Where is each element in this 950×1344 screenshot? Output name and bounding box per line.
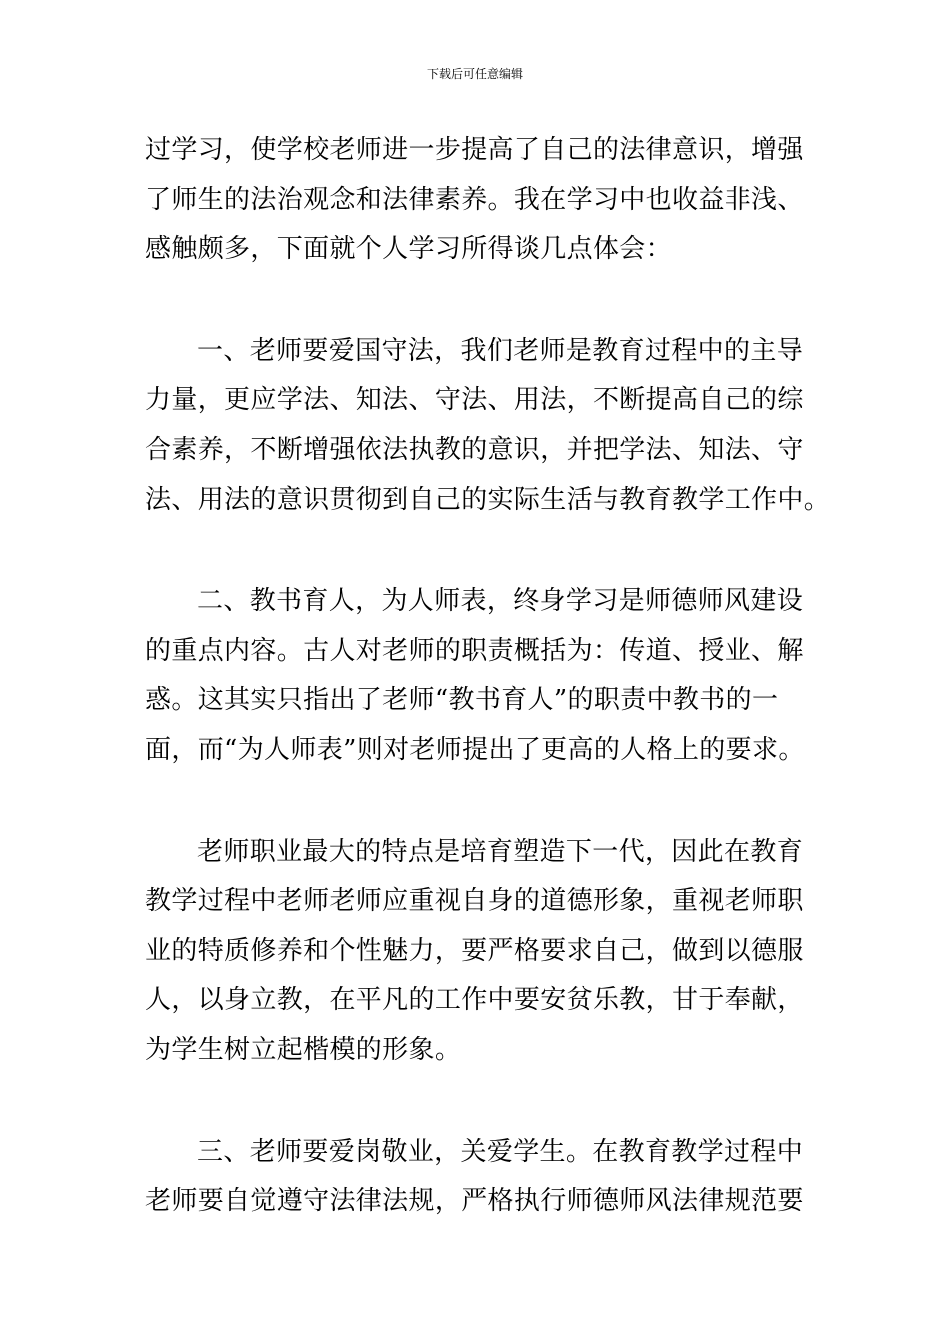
text-line: 老师职业最大的特点是培育塑造下一代，因此在教育 (197, 836, 804, 867)
document-body (145, 126, 831, 1227)
text-line: 力量，更应学法、知法、守法、用法，不断提高自己的综 (145, 385, 804, 416)
text-line: 合素养，不断增强依法执教的意识，并把学法、知法、守 (145, 434, 804, 465)
text-line: 老师要自觉遵守法律法规，严格执行师德师风法律规范要 (145, 1186, 804, 1217)
paragraph-point-one (145, 327, 831, 525)
text-line: 了师生的法治观念和法律素养。我在学习中也收益非浅、 (145, 184, 804, 215)
text-line: 感触颇多，下面就个人学习所得谈几点体会： (145, 234, 673, 265)
paragraph-teacher-profession (145, 828, 809, 1076)
paragraph-gap (145, 275, 809, 327)
text-line: 为学生树立起楷模的形象。 (145, 1034, 462, 1065)
paragraph-gap (145, 1076, 809, 1128)
text-line: 三、老师要爱岗敬业，关爱学生。在教育教学过程中 (197, 1136, 804, 1167)
text-line: 面，而“为人师表”则对老师提出了更高的人格上的要求。 (145, 734, 805, 765)
text-line: 教学过程中老师老师应重视自身的道德形象，重视老师职 (145, 886, 804, 917)
text-line: 惑。这其实只指出了老师“教书育人”的职责中教书的一 (145, 685, 779, 716)
paragraph-gap (145, 776, 809, 828)
text-line: 法、用法的意识贯彻到自己的实际生活与教育教学工作中。 (145, 484, 831, 515)
text-line: 一、老师要爱国守法，我们老师是教育过程中的主导 (197, 335, 804, 366)
text-line: 业的特质修养和个性魅力，要严格要求自己，做到以德服 (145, 935, 804, 966)
paragraph-point-two (145, 577, 809, 775)
page-header: 下载后可任意编辑 (426, 67, 523, 81)
text-line: 人，以身立教，在平凡的工作中要安贫乐教，甘于奉献， (145, 985, 804, 1016)
paragraph-continuation (145, 126, 809, 275)
text-line: 的重点内容。古人对老师的职责概括为：传道、授业、解 (145, 635, 804, 666)
paragraph-gap (145, 525, 809, 577)
text-line: 二、教书育人，为人师表，终身学习是师德师风建设 (197, 586, 804, 617)
paragraph-point-three (145, 1128, 809, 1227)
text-line: 过学习，使学校老师进一步提高了自己的法律意识，增强 (145, 135, 804, 165)
